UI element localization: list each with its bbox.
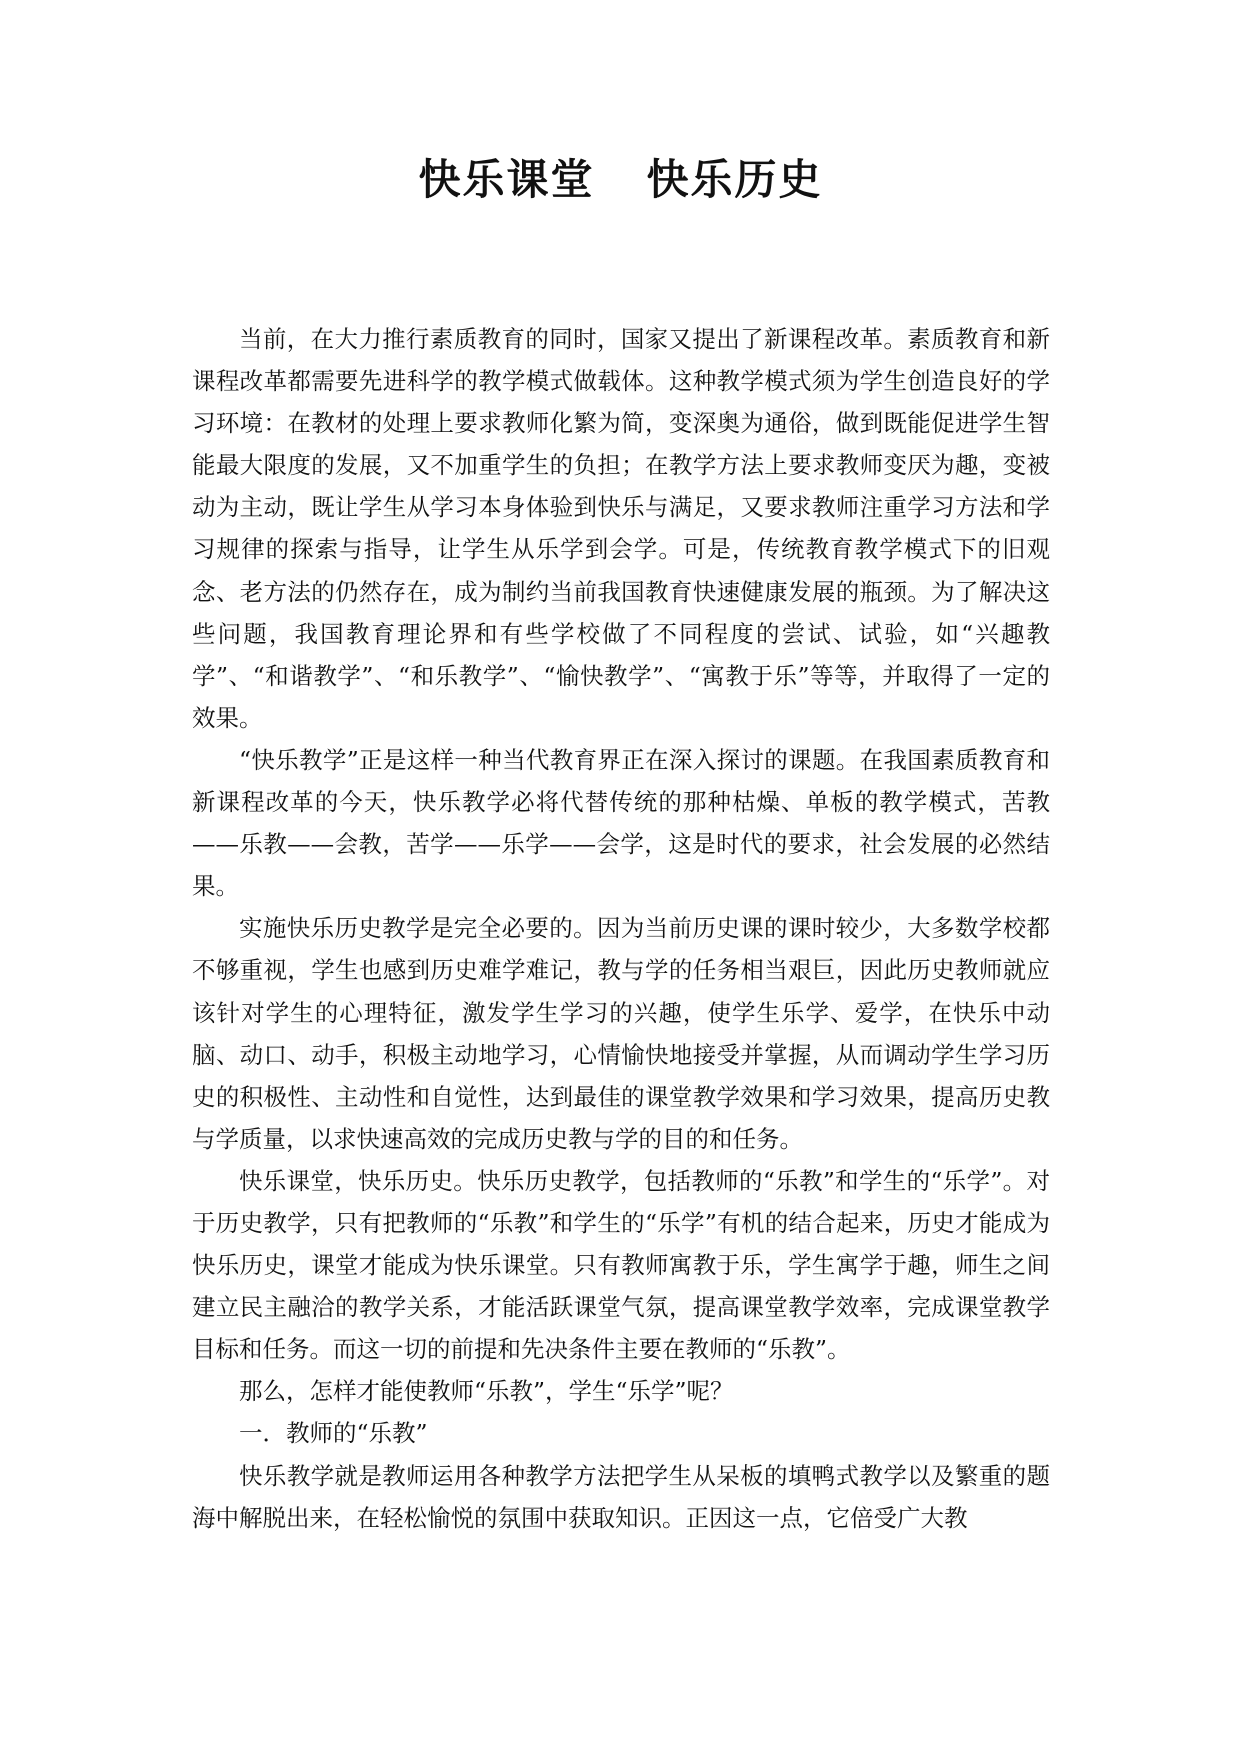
section-heading-teacher: 一．教师的“乐教” <box>239 1419 428 1448</box>
document-title <box>0 155 1241 205</box>
paragraph-intro: 当前，在大力推行素质教育的同时，国家又提出了新课程改革。素质教育和新课程改革都需要先进科学的教学模式做载体。这种教学模式须为学生创造良好的学习环境：在教材的处理上要求教师化繁为简，变深奥为通俗，做到既能促进学生智能最大限度的发展，又不加重学生的负担；在教学方法上要求教师变厌为趣，变被动为主动，既让学生从学习本身体验到快乐与满足，又要求教师注重学习方法和学习规律的探索与指导，让学生从乐学到会学。可是，传统教育教学模式下的旧观念、老方法的仍然存在，成为制约当前我国教育快速健康发展的瓶颈。为了解决这些问题，我国教育理论界和有些学校做了不同程度的尝试、试验，如“兴趣教学”、“和谐教学”、“和乐教学”、“愉快教学”、“寓教于乐”等等，并取得了一定的效果。 <box>192 325 1050 732</box>
paragraph-happy-teaching: “快乐教学”正是这样一种当代教育界正在深入探讨的课题。在我国素质教育和新课程改革的今天，快乐教学必将代替传统的那种枯燥、单板的教学模式，苦教——乐教——会教，苦学——乐学——会学，这是时代的要求，社会发展的必然结果。 <box>192 745 1050 901</box>
paragraph-necessity: 实施快乐历史教学是完全必要的。因为当前历史课的课时较少，大多数学校都不够重视，学生也感到历史难学难记，教与学的任务相当艰巨，因此历史教师就应该针对学生的心理特征，激发学生学习的兴趣，使学生乐学、爱学，在快乐中动脑、动口、动手，积极主动地学习，心情愉快地接受并掌握，从而调动学生学习历史的积极性、主动性和自觉性，达到最佳的课堂教学效果和学习效果，提高历史教与学质量，以求快速高效的完成历史教与学的目的和任务。 <box>192 914 1050 1153</box>
paragraph-teacher-method: 快乐教学就是教师运用各种教学方法把学生从呆板的填鸭式教学以及繁重的题海中解脱出来，在轻松愉悦的氛围中获取知识。正因这一点，它倍受广大教 <box>192 1461 1050 1532</box>
paragraph-happy-classroom: 快乐课堂，快乐历史。快乐历史教学，包括教师的“乐教”和学生的“乐学”。对于历史教学，只有把教师的“乐教”和学生的“乐学”有机的结合起来，历史才能成为快乐历史，课堂才能成为快乐课堂。只有教师寓教于乐，学生寓学于趣，师生之间建立民主融洽的教学关系，才能活跃课堂气氛，提高课堂教学效率，完成课堂教学目标和任务。而这一切的前提和先决条件主要在教师的“乐教”。 <box>192 1166 1050 1364</box>
paragraph-question: 那么，怎样才能使教师“乐教”，学生“乐学”呢？ <box>239 1377 734 1406</box>
document-body <box>192 318 1050 1539</box>
title-part-2: 快乐历史 <box>646 155 823 204</box>
title-part-1: 快乐课堂 <box>418 155 595 204</box>
